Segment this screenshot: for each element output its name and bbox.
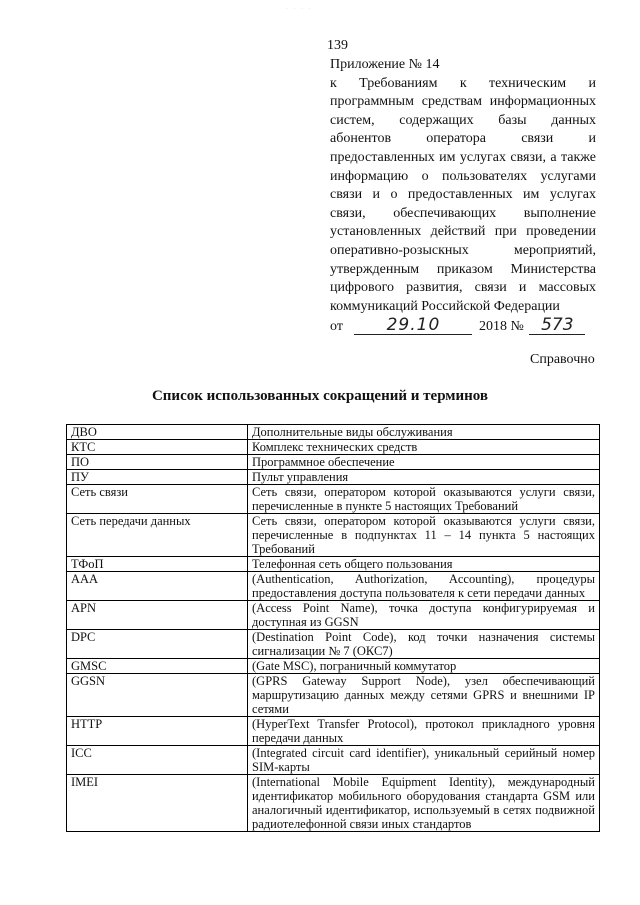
order-year: 2018 <box>478 319 507 334</box>
order-number-handwritten: 573 <box>529 317 585 335</box>
definition-cell: (Authentication, Authorization, Accounting), процедуры предоставления доступа пользователя к сети передачи данных <box>248 572 600 601</box>
definition-cell: Сеть связи, оператором которой оказываются услуги связи, перечисленные в подпунктах 11 – 14 пункта 5 настоящих Требований <box>248 514 600 557</box>
term-cell: AAA <box>67 572 248 601</box>
definition-cell: (Integrated circuit card identifier), уникальный серийный номер SIM-карты <box>248 746 600 775</box>
term-cell: IMEI <box>67 775 248 832</box>
order-prefix: от <box>330 319 343 334</box>
definition-cell: Комплекс технических средств <box>248 440 600 455</box>
term-cell: Сеть передачи данных <box>67 514 248 557</box>
appendix-text: к Требованиям к техническим и программным средствам информационных систем, содержащих базы данных абонентов оператора связи и предоставленных им услугах связи, а также информацию о пользователях услугами связи и о предоставленных им услугах связи, обеспечивающих выполнение установленных действий при проведении оперативно-розыскных мероприятий, утвержденным приказом Министерства цифрового развития, связи и массовых коммуникаций Российской Федерации <box>330 75 596 314</box>
table-row <box>67 674 600 717</box>
table-row <box>67 601 600 630</box>
appendix-header <box>330 56 596 316</box>
definition-cell: Пульт управления <box>248 470 600 485</box>
list-title: Список использованных сокращений и терминов <box>151 388 489 404</box>
table-row <box>67 775 600 832</box>
term-cell: GMSC <box>67 659 248 674</box>
appendix-title: Приложение № 14 <box>330 57 440 72</box>
term-cell: DPC <box>67 630 248 659</box>
definition-cell: Дополнительные виды обслуживания <box>248 425 600 440</box>
definition-cell: Телефонная сеть общего пользования <box>248 557 600 572</box>
table-row <box>67 630 600 659</box>
order-date-handwritten: 29.10 <box>354 317 472 335</box>
table-row <box>67 514 600 557</box>
definition-cell: (International Mobile Equipment Identity), международный идентификатор мобильного оборудования стандарта GSM или аналогичный идентификатор, используемый в сетях подвижной радиотелефонной связи иных стандартов <box>248 775 600 832</box>
definition-cell: (Destination Point Code), код точки назначения системы сигнализации № 7 (ОКС7) <box>248 630 600 659</box>
term-cell: ТФоП <box>67 557 248 572</box>
term-cell: HTTP <box>67 717 248 746</box>
term-cell: GGSN <box>67 674 248 717</box>
term-cell: ICC <box>67 746 248 775</box>
table-row <box>67 455 600 470</box>
table-row <box>67 440 600 455</box>
table-row <box>67 572 600 601</box>
definition-cell: (Gate MSC), пограничный коммутатор <box>248 659 600 674</box>
table-row <box>67 425 600 440</box>
definition-cell: (HyperText Transfer Protocol), протокол прикладного уровня передачи данных <box>248 717 600 746</box>
definition-cell: (GPRS Gateway Support Node), узел обеспечивающий маршрутизацию данных между сетями GPRS и внешними IP сетями <box>248 674 600 717</box>
table-row <box>67 470 600 485</box>
order-dateline <box>330 317 585 335</box>
scan-artifact: · · · · <box>286 6 313 12</box>
table-row <box>67 557 600 572</box>
term-cell: КТС <box>67 440 248 455</box>
term-cell: Сеть связи <box>67 485 248 514</box>
definition-cell: (Access Point Name), точка доступа конфигурируемая и доступная из GGSN <box>248 601 600 630</box>
table-row <box>67 746 600 775</box>
term-cell: ПУ <box>67 470 248 485</box>
term-cell: APN <box>67 601 248 630</box>
term-cell: ДВО <box>67 425 248 440</box>
table-row <box>67 485 600 514</box>
page-number: 139 <box>327 38 348 53</box>
table-row <box>67 659 600 674</box>
table-row <box>67 717 600 746</box>
definition-cell: Сеть связи, оператором которой оказываются услуги связи, перечисленные в пункте 5 настоящих Требований <box>248 485 600 514</box>
definition-cell: Программное обеспечение <box>248 455 600 470</box>
order-number-label: № <box>510 319 524 334</box>
term-cell: ПО <box>67 455 248 470</box>
reference-label: Справочно <box>530 352 595 367</box>
terms-table <box>66 424 600 832</box>
